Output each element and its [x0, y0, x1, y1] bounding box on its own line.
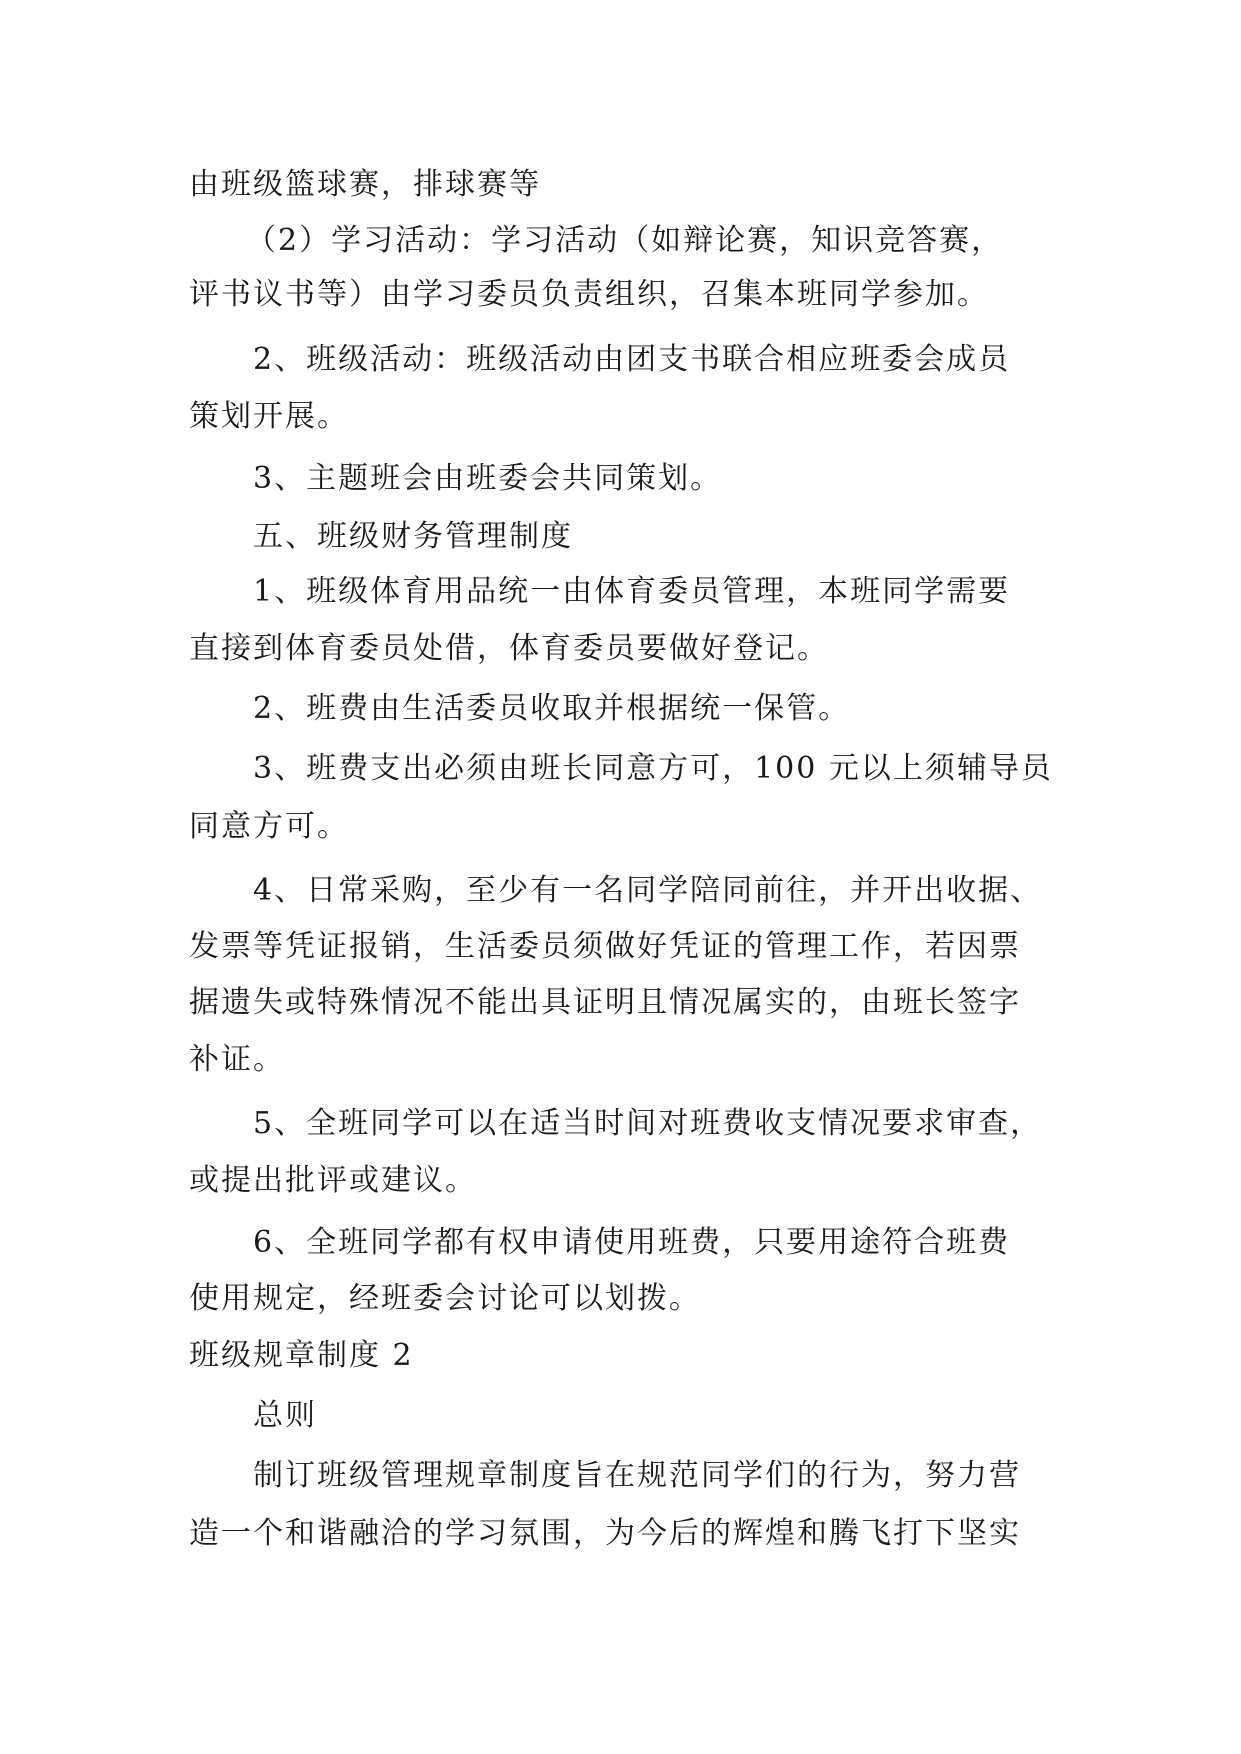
- text-line: 使用规定，经班委会讨论可以划拨。: [189, 1281, 701, 1316]
- document-title: 班级规章制度 2: [189, 1338, 414, 1373]
- text-line: 同意方可。: [189, 809, 349, 844]
- text-line: 2、班级活动：班级活动由团支书联合相应班委会成员: [253, 342, 1011, 377]
- text-line: 3、主题班会由班委会共同策划。: [253, 461, 723, 496]
- text-line: 2、班费由生活委员收取并根据统一保管。: [253, 691, 851, 726]
- text-line: 由班级篮球赛，排球赛等: [189, 167, 541, 202]
- text-line: 造一个和谐融洽的学习氛围，为今后的辉煌和腾飞打下坚实: [189, 1516, 1021, 1551]
- text-line: 补证。: [189, 1042, 285, 1077]
- text-line: 评书议书等）由学习委员负责组织，召集本班同学参加。: [189, 277, 989, 312]
- text-line: 4、日常采购，至少有一名同学陪同前往，并开出收据、: [253, 873, 1043, 908]
- text-line: 据遗失或特殊情况不能出具证明且情况属实的，由班长签字: [189, 985, 1021, 1020]
- text-line: （2）学习活动：学习活动（如辩论赛，知识竞答赛，: [246, 223, 1004, 258]
- text-line: 发票等凭证报销，生活委员须做好凭证的管理工作，若因票: [189, 929, 1021, 964]
- text-line: 1、班级体育用品统一由体育委员管理，本班同学需要: [253, 574, 1011, 609]
- section-heading: 总则: [253, 1398, 317, 1433]
- text-line: 6、全班同学都有权申请使用班费，只要用途符合班费: [253, 1225, 1011, 1260]
- section-heading: 五、班级财务管理制度: [253, 519, 573, 554]
- text-line: 直接到体育委员处借，体育委员要做好登记。: [189, 631, 829, 666]
- text-line: 3、班费支出必须由班长同意方可，100 元以上须辅导员: [253, 751, 1053, 786]
- text-line: 制订班级管理规章制度旨在规范同学们的行为，努力营: [253, 1458, 1021, 1493]
- text-line: 5、全班同学可以在适当时间对班费收支情况要求审查，: [253, 1106, 1043, 1141]
- text-line: 或提出批评或建议。: [189, 1163, 477, 1198]
- text-line: 策划开展。: [189, 399, 349, 434]
